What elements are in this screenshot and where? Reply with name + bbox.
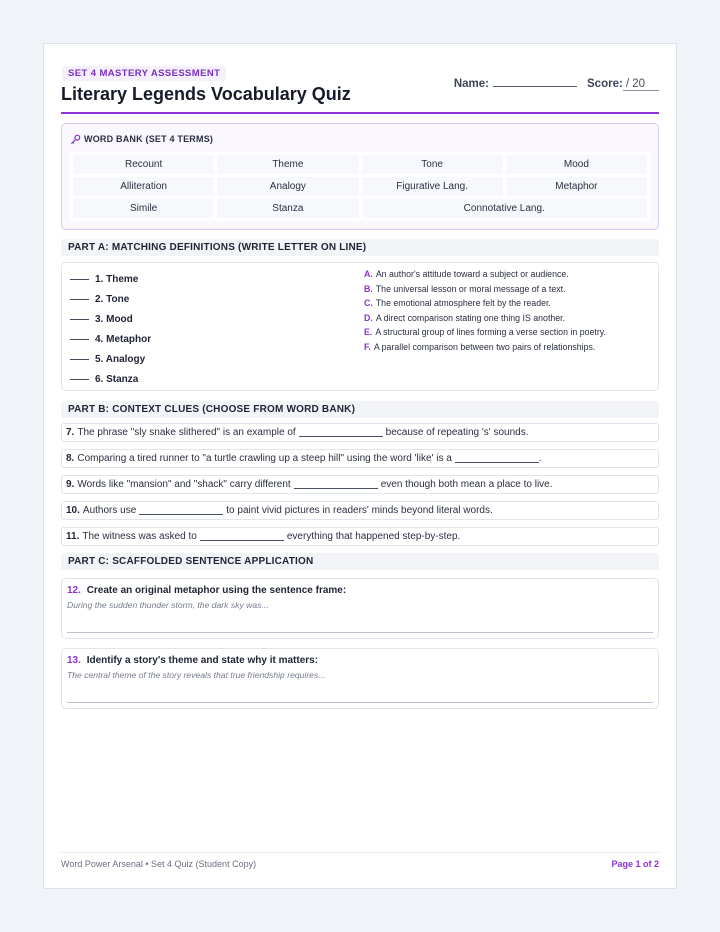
term-label: 2. Tone xyxy=(95,293,130,305)
definition-item xyxy=(364,284,606,299)
quiz-header xyxy=(61,44,659,114)
part-a-heading: PART A: MATCHING DEFINITIONS (WRITE LETTER ON LINE) xyxy=(61,239,659,256)
term-label: 1. Theme xyxy=(95,273,139,285)
matching-definitions xyxy=(364,269,606,357)
page-footer xyxy=(61,852,659,869)
definition-item xyxy=(364,269,606,284)
definition-item xyxy=(364,327,606,342)
definition-text: A direct comparison stating one thing IS another. xyxy=(375,312,566,323)
answer-blank[interactable] xyxy=(200,532,284,541)
matching-term xyxy=(70,269,151,289)
question-text: even though both mean a place to live. xyxy=(380,479,553,490)
word-bank-term: Analogy xyxy=(217,177,358,196)
question-number: 7. xyxy=(66,427,75,438)
answer-line[interactable] xyxy=(67,702,653,703)
key-icon xyxy=(70,134,81,145)
definition-letter: B. xyxy=(364,283,373,294)
answer-line[interactable] xyxy=(70,319,89,320)
term-label: 3. Mood xyxy=(95,313,133,325)
term-label: 5. Analogy xyxy=(95,353,146,365)
answer-line[interactable] xyxy=(70,279,89,280)
question-row xyxy=(61,423,659,442)
answer-line[interactable] xyxy=(67,632,653,633)
answer-blank[interactable] xyxy=(139,506,223,515)
assessment-badge: SET 4 MASTERY ASSESSMENT xyxy=(62,66,226,81)
definition-text: A parallel comparison between two pairs of relationships. xyxy=(373,341,596,352)
score-label: Score: xyxy=(587,78,623,90)
score-field[interactable]: / 20 xyxy=(623,78,659,91)
definition-text: The emotional atmosphere felt by the reader. xyxy=(375,298,551,309)
word-bank-term: Recount xyxy=(73,155,214,174)
word-bank-term: Connotative Lang. xyxy=(362,199,648,218)
definition-text: The universal lesson or moral message of a text. xyxy=(375,283,566,294)
question-row xyxy=(61,527,659,546)
definition-item xyxy=(364,313,606,328)
definition-letter: F. xyxy=(364,341,371,352)
term-label: 4. Metaphor xyxy=(95,333,152,345)
question-row xyxy=(61,449,659,468)
definition-item xyxy=(364,342,606,357)
term-label: 6. Stanza xyxy=(95,373,139,385)
prompt-text: Identify a story's xyxy=(86,655,166,666)
word-bank-term: Alliteration xyxy=(73,177,214,196)
application-item xyxy=(61,648,659,709)
word-bank-term: Figurative Lang. xyxy=(362,177,503,196)
footer-source: Word Power Arsenal • Set 4 Quiz (Student Copy) xyxy=(61,859,257,869)
question-number: 10. xyxy=(66,505,80,516)
answer-blank[interactable] xyxy=(455,454,539,463)
header-divider xyxy=(61,112,659,114)
definition-letter: E. xyxy=(364,327,373,338)
page-number: Page 1 of 2 xyxy=(611,859,659,869)
application-prompt xyxy=(67,585,346,596)
name-field[interactable] xyxy=(493,77,577,87)
question-text: because of repeating 's' sounds. xyxy=(385,427,529,438)
question-text: . xyxy=(538,453,542,464)
definition-letter: A. xyxy=(364,269,373,279)
word-bank-term: Stanza xyxy=(217,199,358,218)
word-bank xyxy=(61,123,659,230)
name-score-area xyxy=(454,77,659,91)
answer-line[interactable] xyxy=(70,359,89,360)
answer-blank[interactable] xyxy=(294,480,378,489)
answer-line[interactable] xyxy=(70,339,89,340)
prompt-text: using the sentence frame: xyxy=(222,585,347,596)
matching-term xyxy=(70,369,151,389)
answer-line[interactable] xyxy=(70,379,89,380)
definition-text: A structural group of lines forming a verse section in poetry. xyxy=(375,327,606,338)
definition-letter: D. xyxy=(364,312,373,323)
page-title: Literary Legends Vocabulary Quiz xyxy=(61,84,351,104)
context-clue-questions xyxy=(61,423,659,546)
word-bank-grid xyxy=(70,152,650,221)
question-row xyxy=(61,475,659,494)
word-bank-heading xyxy=(70,132,650,146)
question-text: everything that happened step-by-step. xyxy=(286,531,461,542)
matching-term xyxy=(70,309,151,329)
question-text: The phrase "sly snake slithered" is an example of xyxy=(77,427,296,438)
part-b-heading: PART B: CONTEXT CLUES (CHOOSE FROM WORD BANK) xyxy=(61,401,659,418)
word-bank-term: Simile xyxy=(73,199,214,218)
question-number: 11. xyxy=(66,531,80,542)
matching-term xyxy=(70,289,151,309)
prompt-keyword: metaphor xyxy=(173,585,220,596)
word-bank-term: Mood xyxy=(506,155,647,174)
answer-blank[interactable] xyxy=(299,428,383,437)
matching-terms xyxy=(70,269,151,389)
definition-letter: C. xyxy=(364,298,373,309)
definition-text: An author's attitude toward a subject or audience. xyxy=(375,269,569,279)
sentence-frame: During the sudden thunder storm, the dark sky was... xyxy=(67,600,269,610)
quiz-page xyxy=(43,43,677,889)
question-text: to paint vivid pictures in readers' minds beyond literal words. xyxy=(226,505,493,516)
prompt-keyword: theme xyxy=(168,655,198,666)
prompt-text: Create an original xyxy=(86,585,172,596)
question-text: Words like "mansion" and "shack" carry different xyxy=(77,479,291,490)
question-number: 12. xyxy=(67,585,81,596)
definition-item xyxy=(364,298,606,313)
question-row xyxy=(61,501,659,520)
application-prompt xyxy=(67,655,318,666)
matching-term xyxy=(70,329,151,349)
question-number: 8. xyxy=(66,453,75,464)
question-text: Comparing a tired runner to "a turtle crawling up a steep hill" using the word 'like' is a xyxy=(77,453,452,464)
part-c-heading: PART C: SCAFFOLDED SENTENCE APPLICATION xyxy=(61,553,659,570)
prompt-text: and state why it matters: xyxy=(200,655,319,666)
name-label: Name: xyxy=(453,78,490,90)
word-bank-term: Tone xyxy=(362,155,503,174)
sentence-frame: The central theme of the story reveals that true friendship requires... xyxy=(67,670,326,680)
question-text: Authors use xyxy=(82,505,137,516)
question-text: The witness was asked to xyxy=(82,531,197,542)
application-item xyxy=(61,578,659,639)
matching-box xyxy=(61,262,659,391)
word-bank-term: Theme xyxy=(217,155,358,174)
word-bank-title: WORD BANK (SET 4 TERMS) xyxy=(84,134,214,144)
question-number: 9. xyxy=(66,479,75,490)
matching-term xyxy=(70,349,151,369)
question-number: 13. xyxy=(67,655,81,666)
word-bank-term: Metaphor xyxy=(506,177,647,196)
answer-line[interactable] xyxy=(70,299,89,300)
